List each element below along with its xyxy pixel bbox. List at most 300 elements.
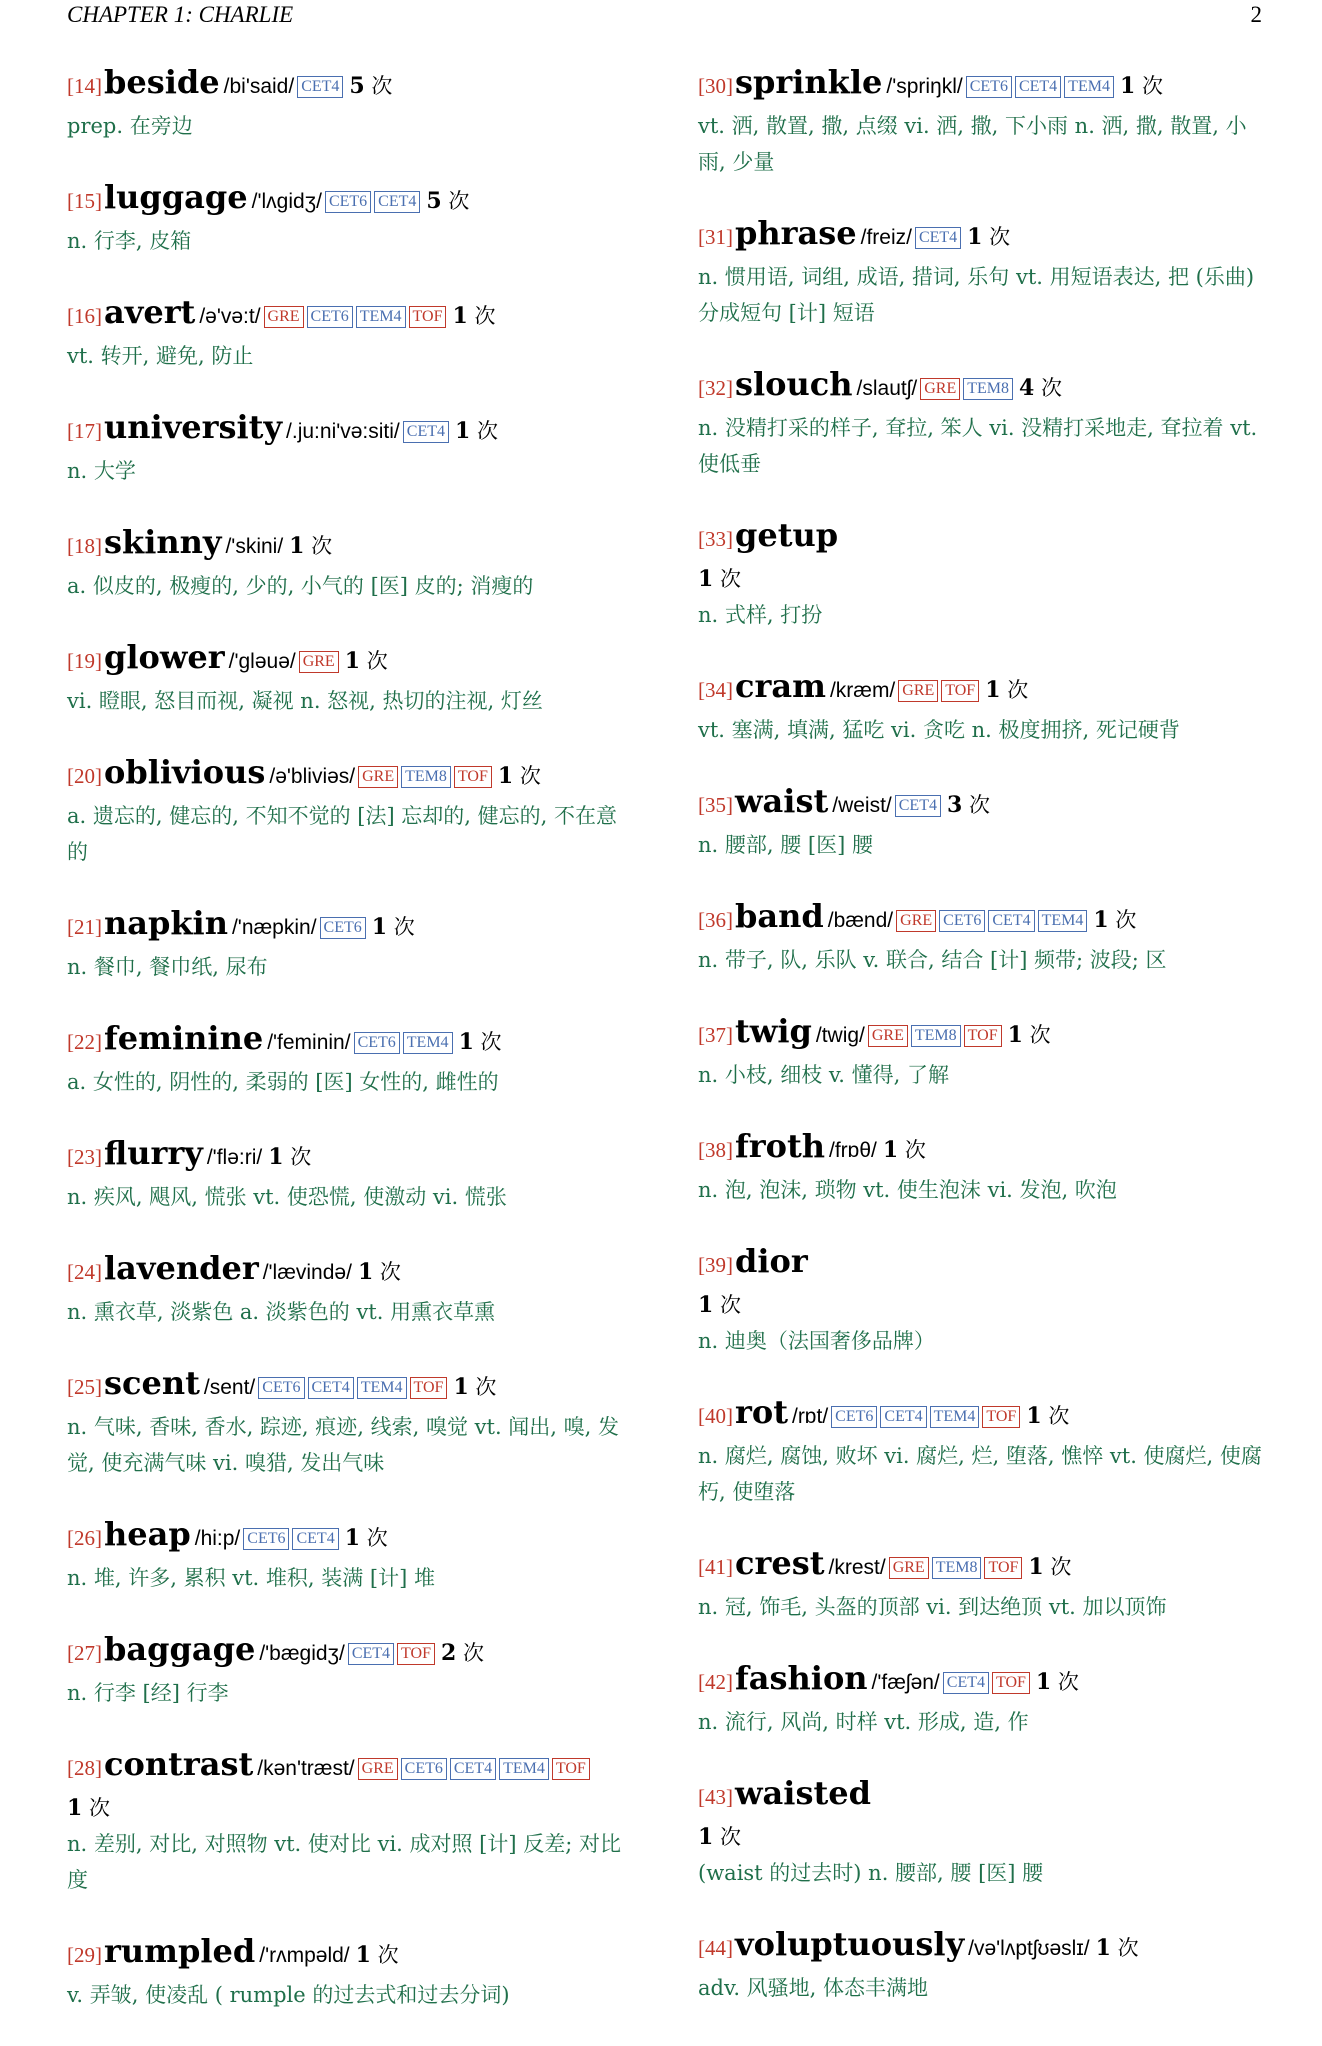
entry-word: cram	[735, 667, 826, 705]
occurrence-suffix: 次	[1041, 1404, 1070, 1428]
exam-tag-badge: CET6	[320, 917, 366, 939]
entry-headline	[67, 903, 637, 949]
occurrence-count	[453, 1375, 496, 1399]
entry-phonetic: /hi:p/	[194, 1527, 241, 1550]
entry-word: slouch	[735, 365, 853, 403]
entry-phonetic: /weist/	[832, 794, 892, 817]
entry-headline	[67, 1744, 637, 1790]
entry-phonetic: /və'lʌptʃʊəslɪ/	[968, 1937, 1090, 1960]
occurrence-suffix: 次	[360, 649, 388, 673]
occurrence-number: 4	[1019, 375, 1035, 401]
occurrence-count	[498, 764, 541, 788]
occurrence-suffix: 次	[713, 1825, 741, 1849]
vocab-entry	[67, 1514, 637, 1596]
entry-word: fashion	[735, 1659, 868, 1697]
entry-definition: vt. 转开, 避免, 防止	[67, 344, 254, 368]
exam-tag-badge: CET6	[258, 1377, 304, 1399]
occurrence-suffix: 次	[360, 1526, 388, 1550]
exam-tag-badge: GRE	[920, 378, 960, 400]
occurrence-count	[356, 1943, 399, 1967]
vocab-entry	[698, 896, 1268, 978]
exam-tag-badge: CET6	[831, 1406, 877, 1428]
occurrence-suffix: 次	[1034, 376, 1063, 400]
entry-headline	[67, 1931, 637, 1977]
vocab-entry	[698, 213, 1268, 331]
entry-index: [38]	[698, 1138, 733, 1162]
entry-word: scent	[104, 1364, 200, 1402]
exam-tag-badge: CET4	[880, 1406, 926, 1428]
entry-definition: prep. 在旁边	[67, 114, 193, 138]
entry-definition: n. 差别, 对比, 对照物 vt. 使对比 vi. 成对照 [计] 反差; 对比度	[67, 1832, 621, 1892]
occurrence-number: 1	[497, 763, 514, 789]
entry-headline	[67, 1629, 637, 1675]
entry-phonetic: /ə'bliviəs/	[269, 765, 356, 788]
entry-phonetic: /bi'said/	[223, 75, 295, 98]
entry-index: [19]	[67, 649, 102, 673]
occurrence-suffix: 次	[982, 225, 1011, 249]
entry-headline	[67, 1018, 637, 1064]
exam-tag-badge: CET4	[403, 421, 449, 443]
entry-phonetic: /frɒθ/	[829, 1139, 877, 1162]
entry-index: [34]	[698, 678, 733, 702]
entry-headline	[698, 62, 1268, 108]
exam-tag-badge: TEM4	[403, 1032, 453, 1054]
entry-headline	[67, 637, 637, 683]
entry-headline	[698, 1773, 1268, 1819]
exam-tag-badge: CET4	[348, 1643, 394, 1665]
occurrence-count	[1120, 74, 1163, 98]
entry-index: [32]	[698, 376, 733, 400]
exam-tag-badge: TOF	[410, 1377, 448, 1399]
entry-definition: adv. 风骚地, 体态丰满地	[698, 1976, 929, 2000]
exam-tag-badge: GRE	[896, 910, 936, 932]
entry-word: baggage	[104, 1630, 256, 1668]
exam-tag-badge: TEM4	[930, 1406, 980, 1428]
entry-definition: n. 小枝, 细枝 v. 懂得, 了解	[698, 1063, 949, 1087]
entry-phonetic: /.ju:ni'və:siti/	[286, 420, 400, 443]
occurrence-number: 1	[1026, 1403, 1042, 1429]
entry-phonetic: /'rʌmpəld/	[259, 1944, 350, 1967]
occurrence-number: 1	[452, 303, 468, 329]
vocab-entry	[698, 1543, 1268, 1625]
entry-index: [15]	[67, 189, 102, 213]
entry-index: [24]	[67, 1260, 102, 1284]
exam-tag-badge: GRE	[358, 1758, 398, 1780]
entry-definition: n. 惯用语, 词组, 成语, 措词, 乐句 vt. 用短语表达, 把 (乐曲) 分成短句 [计] 短语	[698, 265, 1255, 325]
occurrence-suffix: 次	[283, 1145, 312, 1169]
entry-headline	[67, 1133, 637, 1179]
occurrence-count	[1008, 1023, 1051, 1047]
occurrence-count	[883, 1138, 926, 1162]
occurrence-suffix: 次	[513, 764, 541, 788]
occurrence-number: 1	[454, 418, 471, 444]
entry-word: crest	[735, 1544, 825, 1582]
entry-index: [35]	[698, 793, 733, 817]
exam-tag-badge: TEM4	[357, 1377, 407, 1399]
entry-word: skinny	[104, 523, 222, 561]
entry-word: waist	[735, 782, 829, 820]
occurrence-count	[268, 1145, 311, 1169]
occurrence-count	[345, 649, 388, 673]
entry-phonetic: /bænd/	[827, 909, 894, 932]
entry-word: university	[104, 408, 283, 446]
entry-definition: vi. 瞪眼, 怒目而视, 凝视 n. 怒视, 热切的注视, 灯丝	[67, 689, 543, 713]
occurrence-number: 5	[426, 188, 442, 214]
entry-word: oblivious	[104, 753, 266, 791]
exam-tag-badge: CET4	[988, 910, 1034, 932]
occurrence-number: 1	[882, 1137, 899, 1163]
exam-tag-badge: TOF	[964, 1025, 1002, 1047]
occurrence-count	[289, 534, 332, 558]
entry-phonetic: /'spriŋkl/	[886, 75, 963, 98]
occurrence-count	[358, 1260, 401, 1284]
entry-word: sprinkle	[735, 63, 883, 101]
occurrence-count	[1093, 908, 1136, 932]
exam-tag-badge: CET4	[915, 227, 961, 249]
occurrence-count	[947, 793, 990, 817]
occurrence-suffix: 次	[713, 1293, 741, 1317]
occurrence-count	[967, 225, 1010, 249]
exam-tag-badge: TEM4	[1064, 76, 1114, 98]
exam-tag-badge: TOF	[992, 1672, 1030, 1694]
entry-phonetic: /kræm/	[829, 679, 896, 702]
vocab-entry	[67, 637, 637, 719]
entry-index: [36]	[698, 908, 733, 932]
entry-definition: n. 式样, 打扮	[698, 603, 823, 627]
exam-tag-badge: CET6	[939, 910, 985, 932]
entry-headline	[67, 752, 637, 798]
vocab-entry	[698, 666, 1268, 748]
occurrence-suffix: 次	[473, 1030, 502, 1054]
page-header	[67, 0, 1262, 30]
entry-index: [27]	[67, 1641, 102, 1665]
entry-headline	[698, 1392, 1268, 1438]
entry-word: feminine	[104, 1019, 264, 1057]
exam-tag-badge: TOF	[984, 1557, 1022, 1579]
entry-word: getup	[735, 516, 839, 554]
entry-headline	[698, 1543, 1268, 1589]
entry-definition: n. 迪奥（法国奢侈品牌）	[698, 1329, 935, 1353]
vocab-entry	[67, 62, 637, 144]
vocab-entry	[67, 292, 637, 374]
entry-definition: n. 餐巾, 餐巾纸, 尿布	[67, 955, 268, 979]
entry-word: luggage	[104, 178, 248, 216]
entry-definition: v. 弄皱, 使凌乱 ( rumple 的过去式和过去分词)	[67, 1983, 510, 2007]
entry-word: contrast	[104, 1745, 254, 1783]
exam-tag-badge: CET4	[1015, 76, 1061, 98]
occurrence-suffix: 次	[441, 189, 470, 213]
vocab-entry	[67, 1744, 637, 1898]
entry-phonetic: /'lævində/	[262, 1261, 352, 1284]
occurrence-suffix: 次	[373, 1260, 401, 1284]
exam-tag-badge: CET6	[325, 191, 371, 213]
entry-index: [25]	[67, 1375, 102, 1399]
exam-tag-badge: GRE	[264, 306, 304, 328]
exam-tag-badge: CET4	[292, 1528, 338, 1550]
occurrence-suffix: 次	[898, 1138, 926, 1162]
entry-index: [41]	[698, 1555, 733, 1579]
entry-headline	[67, 292, 637, 338]
occurrence-count	[459, 1030, 502, 1054]
occurrence-count	[455, 419, 498, 443]
entry-index: [21]	[67, 915, 102, 939]
occurrence-suffix: 次	[1110, 1936, 1139, 1960]
vocab-entry	[67, 752, 637, 870]
entry-definition: n. 没精打采的样子, 耷拉, 笨人 vi. 没精打采地走, 耷拉着 vt. 使低垂	[698, 416, 1258, 476]
entry-definition: n. 腐烂, 腐蚀, 败坏 vi. 腐烂, 烂, 堕落, 憔悴 vt. 使腐烂, 使腐朽, 使堕落	[698, 1444, 1262, 1504]
vocab-entry	[67, 903, 637, 985]
entry-word: beside	[104, 63, 220, 101]
occurrence-number: 1	[268, 1144, 284, 1170]
occurrence-count	[426, 189, 469, 213]
entry-word: flurry	[104, 1134, 203, 1172]
occurrence-number: 1	[1007, 1022, 1023, 1048]
occurrence-suffix: 次	[82, 1796, 110, 1820]
page-number: 2	[1250, 2, 1262, 27]
occurrence-number: 3	[946, 792, 963, 818]
vocab-entry	[67, 1018, 637, 1100]
occurrence-count	[698, 561, 1268, 597]
entry-headline	[698, 666, 1268, 712]
occurrence-number: 1	[698, 1824, 714, 1850]
exam-tag-badge: TEM8	[963, 378, 1013, 400]
occurrence-number: 1	[1035, 1669, 1052, 1695]
exam-tag-badge: CET6	[354, 1032, 400, 1054]
entry-word: band	[735, 897, 824, 935]
entry-headline	[67, 407, 637, 453]
occurrence-count	[452, 304, 495, 328]
occurrence-count	[441, 1641, 484, 1665]
entry-word: lavender	[104, 1249, 259, 1287]
occurrence-suffix: 次	[1051, 1670, 1079, 1694]
entry-word: voluptuously	[735, 1925, 965, 1963]
entry-index: [44]	[698, 1936, 733, 1960]
vocab-entry	[698, 62, 1268, 180]
entry-headline	[67, 1248, 637, 1294]
exam-tag-badge: TEM4	[1038, 910, 1088, 932]
occurrence-suffix: 次	[387, 915, 415, 939]
entry-word: rumpled	[104, 1932, 256, 1970]
entry-index: [40]	[698, 1404, 733, 1428]
occurrence-count	[1096, 1936, 1139, 1960]
occurrence-number: 2	[440, 1640, 457, 1666]
occurrence-number: 1	[344, 1525, 361, 1551]
entry-index: [29]	[67, 1943, 102, 1967]
entry-phonetic: /'gləuə/	[228, 650, 296, 673]
occurrence-number: 1	[357, 1259, 374, 1285]
vocab-entry	[67, 1363, 637, 1481]
entry-headline	[67, 62, 637, 108]
entry-word: napkin	[104, 904, 228, 942]
entry-headline	[698, 213, 1268, 259]
entry-definition: n. 冠, 饰毛, 头盔的顶部 vi. 到达绝顶 vt. 加以顶饰	[698, 1595, 1167, 1619]
occurrence-number: 1	[698, 1292, 714, 1318]
entry-definition: (waist 的过去时) n. 腰部, 腰 [医] 腰	[698, 1861, 1044, 1885]
entry-index: [18]	[67, 534, 102, 558]
entry-phonetic: /kən'træst/	[257, 1757, 355, 1780]
entry-definition: vt. 洒, 散置, 撒, 点缀 vi. 洒, 撒, 下小雨 n. 洒, 撒, 散置, 小雨, 少量	[698, 114, 1247, 174]
exam-tag-badge: TOF	[552, 1758, 590, 1780]
occurrence-suffix: 次	[1135, 74, 1163, 98]
entry-index: [20]	[67, 764, 102, 788]
entry-index: [39]	[698, 1253, 733, 1277]
exam-tag-badge: CET4	[297, 76, 343, 98]
exam-tag-badge: TEM8	[401, 766, 451, 788]
exam-tag-badge: CET6	[401, 1758, 447, 1780]
entry-word: glower	[104, 638, 225, 676]
entry-phonetic: /rɒt/	[791, 1405, 829, 1428]
entry-headline	[67, 1363, 637, 1409]
occurrence-suffix: 次	[1108, 908, 1137, 932]
entry-definition: a. 似皮的, 极瘦的, 少的, 小气的 [医] 皮的; 消瘦的	[67, 574, 534, 598]
occurrence-count	[698, 1287, 1268, 1323]
entry-headline	[698, 1241, 1268, 1287]
exam-tag-badge: TOF	[982, 1406, 1020, 1428]
occurrence-count	[345, 1526, 388, 1550]
entry-phonetic: /'fæʃən/	[871, 1671, 940, 1694]
occurrence-suffix: 次	[364, 74, 393, 98]
entry-definition: n. 泡, 泡沫, 琐物 vt. 使生泡沫 vi. 发泡, 吹泡	[698, 1178, 1117, 1202]
entry-index: [16]	[67, 304, 102, 328]
occurrence-suffix: 次	[1000, 678, 1029, 702]
vocab-entry	[698, 1392, 1268, 1510]
occurrence-number: 1	[453, 1374, 469, 1400]
occurrence-number: 1	[985, 677, 1001, 703]
occurrence-number: 1	[1093, 907, 1109, 933]
entry-definition: n. 气味, 香味, 香水, 踪迹, 痕迹, 线索, 嗅觉 vt. 闻出, 嗅, 发觉, 使充满气味 vi. 嗅猎, 发出气味	[67, 1415, 620, 1475]
entry-phonetic: /twig/	[815, 1024, 865, 1047]
occurrence-number: 1	[67, 1795, 83, 1821]
occurrence-count	[372, 915, 415, 939]
occurrence-count	[1028, 1555, 1071, 1579]
occurrence-suffix: 次	[468, 1375, 497, 1399]
occurrence-count	[985, 678, 1028, 702]
entry-definition: n. 带子, 队, 乐队 v. 联合, 结合 [计] 频带; 波段; 区	[698, 948, 1167, 972]
entry-phonetic: /'feminin/	[267, 1031, 351, 1054]
occurrence-count	[698, 1819, 1268, 1855]
occurrence-suffix: 次	[470, 419, 498, 443]
entry-index: [37]	[698, 1023, 733, 1047]
entry-definition: n. 流行, 风尚, 时样 vt. 形成, 造, 作	[698, 1710, 1029, 1734]
vocab-entry	[698, 781, 1268, 863]
exam-tag-badge: CET4	[943, 1672, 989, 1694]
occurrence-number: 5	[349, 73, 365, 99]
exam-tag-badge: CET4	[895, 795, 941, 817]
entry-index: [42]	[698, 1670, 733, 1694]
exam-tag-badge: TOF	[454, 766, 492, 788]
entry-word: avert	[104, 293, 196, 331]
exam-tag-badge: CET6	[243, 1528, 289, 1550]
entry-definition: n. 熏衣草, 淡紫色 a. 淡紫色的 vt. 用熏衣草熏	[67, 1300, 496, 1324]
entry-index: [31]	[698, 225, 733, 249]
vocab-entry	[67, 1931, 637, 2013]
entry-definition: n. 行李 [经] 行李	[67, 1681, 229, 1705]
occurrence-count	[1026, 1404, 1069, 1428]
occurrence-number: 1	[698, 566, 714, 592]
entry-definition: n. 疾风, 飓风, 慌张 vt. 使恐慌, 使激动 vi. 慌张	[67, 1185, 507, 1209]
entry-index: [43]	[698, 1785, 733, 1809]
occurrence-number: 1	[1095, 1935, 1111, 1961]
entry-word: phrase	[735, 214, 857, 252]
entry-headline	[698, 1924, 1268, 1970]
entry-headline	[698, 896, 1268, 942]
entry-definition: n. 腰部, 腰 [医] 腰	[698, 833, 873, 857]
entry-index: [26]	[67, 1526, 102, 1550]
entry-phonetic: /slautʃ/	[856, 377, 918, 400]
exam-tag-badge: CET4	[308, 1377, 354, 1399]
left-column	[67, 62, 637, 2046]
occurrence-number: 1	[371, 914, 388, 940]
entry-word: dior	[735, 1242, 808, 1280]
exam-tag-badge: GRE	[868, 1025, 908, 1047]
occurrence-number: 1	[1028, 1554, 1044, 1580]
entry-word: rot	[735, 1393, 788, 1431]
right-column	[698, 62, 1268, 2039]
entry-phonetic: /sent/	[203, 1376, 256, 1399]
entry-phonetic: /ə'və:t/	[199, 305, 261, 328]
occurrence-suffix: 次	[304, 534, 333, 558]
occurrence-suffix: 次	[962, 793, 990, 817]
entry-word: twig	[735, 1012, 812, 1050]
occurrence-number: 1	[1119, 73, 1136, 99]
vocab-entry	[67, 522, 637, 604]
occurrence-suffix: 次	[1043, 1555, 1072, 1579]
exam-tag-badge: CET6	[307, 306, 353, 328]
vocab-entry	[698, 515, 1268, 633]
exam-tag-badge: TOF	[397, 1643, 435, 1665]
entry-headline	[67, 177, 637, 223]
entry-index: [23]	[67, 1145, 102, 1169]
occurrence-count	[67, 1790, 637, 1826]
occurrence-number: 1	[289, 533, 305, 559]
entry-phonetic: /'næpkin/	[231, 916, 317, 939]
exam-tag-badge: TOF	[941, 680, 979, 702]
occurrence-number: 1	[344, 648, 361, 674]
entry-phonetic: /'lʌgidʒ/	[251, 190, 322, 213]
entry-index: [33]	[698, 527, 733, 551]
occurrence-number: 1	[967, 224, 983, 250]
entry-definition: n. 行李, 皮箱	[67, 229, 192, 253]
vocab-entry	[67, 1133, 637, 1215]
entry-definition: a. 女性的, 阴性的, 柔弱的 [医] 女性的, 雌性的	[67, 1070, 499, 1094]
entry-headline	[698, 781, 1268, 827]
entry-phonetic: /freiz/	[860, 226, 912, 249]
occurrence-number: 1	[355, 1942, 371, 1968]
entry-index: [14]	[67, 74, 102, 98]
entry-word: waisted	[735, 1774, 871, 1812]
occurrence-count	[1036, 1670, 1079, 1694]
entry-headline	[698, 515, 1268, 561]
exam-tag-badge: TOF	[409, 306, 447, 328]
entry-phonetic: /krest/	[828, 1556, 886, 1579]
entry-definition: a. 遗忘的, 健忘的, 不知不觉的 [法] 忘却的, 健忘的, 不在意的	[67, 804, 618, 864]
entry-headline	[698, 1126, 1268, 1172]
exam-tag-badge: GRE	[358, 766, 398, 788]
vocab-entry	[698, 1658, 1268, 1740]
exam-tag-badge: CET4	[450, 1758, 496, 1780]
entry-headline	[67, 1514, 637, 1560]
occurrence-suffix: 次	[370, 1943, 399, 1967]
exam-tag-badge: CET6	[966, 76, 1012, 98]
vocab-entry	[698, 1924, 1268, 2006]
exam-tag-badge: GRE	[299, 651, 339, 673]
entry-index: [28]	[67, 1756, 102, 1780]
vocab-entry	[698, 1773, 1268, 1891]
occurrence-suffix: 次	[456, 1641, 484, 1665]
entry-phonetic: /'flə:ri/	[206, 1146, 263, 1169]
occurrence-suffix: 次	[1022, 1023, 1051, 1047]
entry-phonetic: /'skini/	[225, 535, 284, 558]
